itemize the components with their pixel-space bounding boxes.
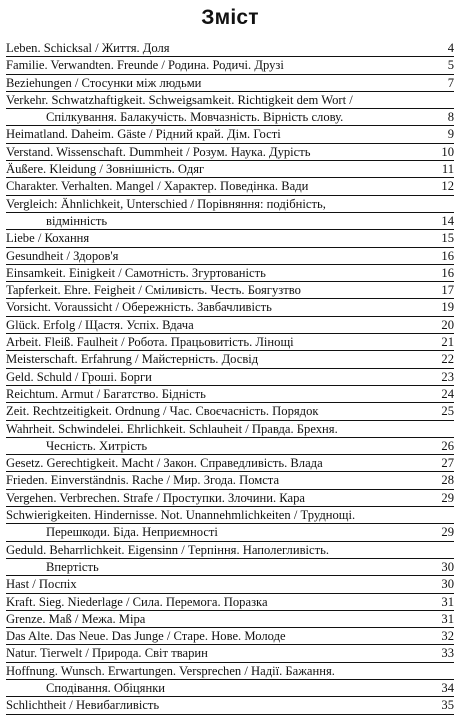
toc-page-number: 9 <box>447 127 454 142</box>
toc-entry-title: Grenze. Maß / Межа. Міра <box>6 611 146 626</box>
toc-entry-line <box>6 213 454 230</box>
toc-entry-line <box>6 161 454 178</box>
page-title: Зміст <box>201 6 259 29</box>
toc-entry-title: Beziehungen / Стосунки між людьми <box>6 75 202 90</box>
toc-page-number: 10 <box>441 144 454 159</box>
toc-page-number: 29 <box>441 490 454 505</box>
toc-entry-title: Wahrheit. Schwindelei. Ehrlichkeit. Schlauheit / Правда. Брехня. <box>6 421 338 436</box>
toc-page-number: 31 <box>441 611 454 626</box>
toc-entry-title: Frieden. Einverständnis. Rache / Мир. Згода. Помста <box>6 473 280 488</box>
toc-entry-title: Äußere. Kleidung / Зовнішність. Одяг <box>6 162 205 177</box>
toc-entry-line <box>6 645 454 662</box>
toc-entry-line <box>6 421 454 438</box>
toc-entry-title: Hoffnung. Wunsch. Erwartungen. Versprechen / Надії. Бажання. <box>6 663 335 678</box>
toc-entry-title: Geld. Schuld / Гроші. Борги <box>6 369 152 384</box>
toc-entry-title: Schwierigkeiten. Hindernisse. Not. Unannehmlichkeiten / Труднощі. <box>6 508 356 523</box>
toc-entry-title: Familie. Verwandten. Freunde / Родина. Родичі. Друзі <box>6 58 284 73</box>
toc-entry-title: Natur. Tierwelt / Природа. Світ тварин <box>6 646 208 661</box>
toc-entry-title: Glück. Erfolg / Щастя. Успіх. Вдача <box>6 317 194 332</box>
toc-entry-title: Чесність. Хитрість <box>46 438 148 453</box>
toc-page-number: 19 <box>441 300 454 315</box>
toc-entry-title: Спілкування. Балакучість. Мовчазність. Вірність слову. <box>46 110 344 125</box>
toc-entry-line <box>6 663 454 680</box>
toc-entry-title: Перешкоди. Біда. Неприємності <box>46 525 218 540</box>
toc-entry-title: Heimatland. Daheim. Gäste / Рідний край. Дім. Гості <box>6 127 281 142</box>
toc-entry-line <box>6 265 454 282</box>
toc-entry-line <box>6 472 454 489</box>
toc-entry-line <box>6 126 454 143</box>
toc-page-number: 33 <box>441 646 454 661</box>
toc-entry-line <box>6 196 454 213</box>
toc-page-number: 21 <box>441 335 454 350</box>
toc-page-number: 7 <box>447 75 454 90</box>
toc-entry-title: Gesetz. Gerechtigkeit. Macht / Закон. Справедливість. Влада <box>6 456 323 471</box>
toc-entry-line <box>6 697 454 714</box>
toc-page-number: 16 <box>441 265 454 280</box>
toc-entry-line <box>6 57 454 74</box>
toc-page-number: 12 <box>441 179 454 194</box>
toc-entry-title: відмінність <box>46 213 108 228</box>
toc-entry-title: Charakter. Verhalten. Mangel / Характер. Поведінка. Вади <box>6 179 309 194</box>
toc-entry-title: Vergleich: Ähnlichkeit, Unterschied / Порівняння: подібність, <box>6 196 326 211</box>
toc-entry-title: Das Alte. Das Neue. Das Junge / Старе. Нове. Молоде <box>6 629 286 644</box>
toc-entry-title: Geduld. Beharrlichkeit. Eigensinn / Терпіння. Наполегливість. <box>6 542 330 557</box>
toc-entry-line <box>6 455 454 472</box>
toc-entry-line <box>6 230 454 247</box>
toc-page-number: 30 <box>441 577 454 592</box>
toc-entry-line <box>6 369 454 386</box>
toc-page-number: 27 <box>441 456 454 471</box>
toc-entry-line <box>6 75 454 92</box>
toc-page-number: 30 <box>441 559 454 574</box>
toc-entry-title: Vergehen. Verbrechen. Strafe / Проступки. Злочини. Кара <box>6 490 305 505</box>
toc-page-number: 24 <box>441 386 454 401</box>
toc-page-number: 16 <box>441 248 454 263</box>
toc-entry-line <box>6 334 454 351</box>
toc-entry-title: Kraft. Sieg. Niederlage / Сила. Перемога. Поразка <box>6 594 268 609</box>
toc-page-number: 34 <box>441 680 454 695</box>
toc-entry-line <box>6 299 454 316</box>
toc-entry-line <box>6 542 454 559</box>
toc-page-number: 17 <box>441 283 454 298</box>
toc-page-number: 20 <box>441 317 454 332</box>
toc-page-number: 29 <box>441 525 454 540</box>
toc-entry-line <box>6 680 454 697</box>
toc-page-number: 4 <box>447 41 454 55</box>
toc-entry-title: Tapferkeit. Ehre. Feigheit / Сміливість. Честь. Боягузтво <box>6 283 301 298</box>
toc-entry-line <box>6 507 454 524</box>
toc-entry-line <box>6 351 454 368</box>
toc-entry-line <box>6 403 454 420</box>
toc-entry-title: Einsamkeit. Einigkeit / Самотність. Згуртованість <box>6 265 266 280</box>
toc-page-number: 14 <box>441 213 454 228</box>
toc-page-number: 15 <box>441 231 454 246</box>
toc-entry-line <box>6 317 454 334</box>
toc-page-number: 25 <box>441 404 454 419</box>
toc-entry-line <box>6 628 454 645</box>
toc-entry-line <box>6 524 454 541</box>
toc-entry-title: Hast / Поспіх <box>6 577 77 592</box>
toc-entry-line <box>6 559 454 576</box>
toc-entry-line <box>6 490 454 507</box>
toc-page-number: 35 <box>441 698 454 713</box>
toc-page-number: 26 <box>441 438 454 453</box>
toc-entry-title: Arbeit. Fleiß. Faulheit / Робота. Працьовитість. Лінощі <box>6 335 294 350</box>
toc-page-number: 8 <box>447 110 454 125</box>
toc-entry-line <box>6 248 454 265</box>
toc-entry-title: Verkehr. Schwatzhaftigkeit. Schweigsamkeit. Richtigkeit dem Wort / <box>6 92 353 107</box>
toc-entry-line <box>6 40 454 57</box>
table-of-contents <box>6 40 454 715</box>
toc-entry-title: Verstand. Wissenschaft. Dummheit / Розум. Наука. Дурість <box>6 144 311 159</box>
toc-entry-title: Впертість <box>46 559 99 574</box>
toc-page-number: 23 <box>441 369 454 384</box>
toc-page-number: 22 <box>441 352 454 367</box>
toc-page-number: 32 <box>441 629 454 644</box>
toc-entry-title: Leben. Schicksal / Життя. Доля <box>6 41 170 55</box>
toc-entry-line <box>6 92 454 109</box>
toc-entry-line <box>6 109 454 126</box>
toc-entry-line <box>6 282 454 299</box>
toc-entry-title: Meisterschaft. Erfahrung / Майстерність. Досвід <box>6 352 259 367</box>
toc-entry-line <box>6 611 454 628</box>
toc-page-number: 5 <box>447 58 454 73</box>
toc-entry-line <box>6 178 454 195</box>
toc-entry-title: Schlichtheit / Невибагливість <box>6 698 160 713</box>
toc-entry-line <box>6 576 454 593</box>
toc-entry-line <box>6 594 454 611</box>
toc-entry-title: Gesundheit / Здоров'я <box>6 248 119 263</box>
toc-entry-line <box>6 386 454 403</box>
toc-entry-title: Reichtum. Armut / Багатство. Бідність <box>6 386 206 401</box>
toc-entry-line <box>6 144 454 161</box>
toc-entry-title: Zeit. Rechtzeitigkeit. Ordnung / Час. Своєчасність. Порядок <box>6 404 319 419</box>
toc-page-number: 31 <box>441 594 454 609</box>
toc-entry-title: Vorsicht. Voraussicht / Обережність. Завбачливість <box>6 300 272 315</box>
toc-entry-title: Сподівання. Обіцянки <box>46 680 166 695</box>
toc-entry-title: Liebe / Кохання <box>6 231 90 246</box>
toc-page-number: 28 <box>441 473 454 488</box>
toc-entry-line <box>6 438 454 455</box>
toc-page-number: 11 <box>441 162 454 177</box>
